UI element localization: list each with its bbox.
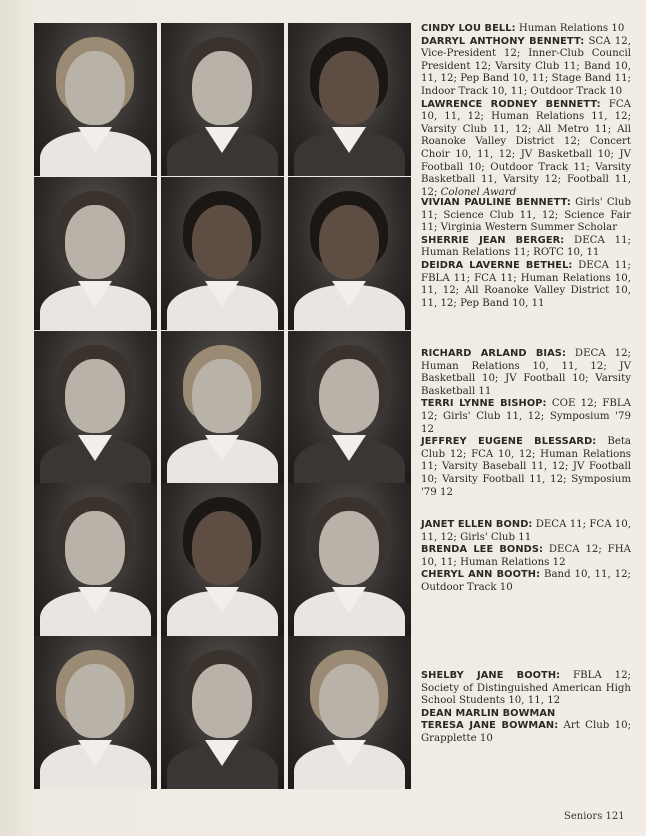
senior-name: BRENDA LEE BONDS:	[421, 544, 544, 556]
caption-entry	[421, 348, 631, 398]
senior-name: LAWRENCE RODNEY BENNETT:	[421, 98, 601, 110]
senior-name: RICHARD ARLAND BIAS:	[421, 348, 566, 359]
portrait-terri-lynne-bishop	[161, 331, 284, 484]
portrait-teresa-jane-bowman	[288, 636, 411, 789]
portrait-jeffrey-eugene-blessard	[288, 331, 411, 484]
portrait-deidra-laverne-bethel	[288, 177, 411, 330]
caption-entry	[421, 708, 631, 721]
senior-activities: FCA 10, 11, 12; Human Relations 11, 12; Varsity Club 11, 12; All Metro 11; All Roanoke Valley District 12; Concert Choir 10, 11, 12; JV Basketball 10; JV Football 10; Outdoor Track 11; Varsity Basketball 11, Varsity 12; Football 11, 12;	[421, 98, 631, 198]
caption-entry	[421, 670, 631, 708]
senior-activities: DECA 11; FBLA 11; FCA 11; Human Relations 10, 11, 12; All Roanoke Valley District 10, 11, 12; Pep Band 10, 11	[421, 259, 631, 309]
senior-activities: DECA 11; FCA 10, 11, 12; Girls' Club 11	[421, 519, 632, 543]
caption-group	[421, 197, 631, 310]
portrait-shelby-jane-booth	[34, 636, 157, 789]
caption-entry	[421, 36, 631, 99]
senior-name: JEFFREY EUGENE BLESSARD:	[421, 436, 597, 448]
caption-entry	[421, 436, 631, 499]
senior-activities: COE 12; FBLA 12; Girls' Club 11, 12; Symposium '79 12	[421, 398, 631, 435]
caption-group	[421, 519, 631, 595]
portrait-vivian-pauline-bennett	[34, 177, 157, 330]
portrait-richard-arland-bias	[34, 331, 157, 484]
senior-name: VIVIAN PAULINE BENNETT:	[421, 197, 571, 208]
caption-group	[421, 23, 631, 199]
senior-name: CINDY LOU BELL:	[421, 23, 516, 34]
caption-entry	[421, 544, 631, 569]
senior-activities: SCA 12, Vice-President 12; Inner-Club Council President 12; Varsity Club 11; Band 10, 11, 12; Pep Band 10, 11; Stage Band 11; Indoor Track 10, 11; Outdoor Track 10	[421, 35, 632, 97]
portrait-cheryl-ann-booth	[288, 483, 411, 636]
portrait-brenda-lee-bonds	[161, 483, 284, 636]
senior-name: DEIDRA LAVERNE BETHEL:	[421, 259, 573, 271]
portrait-sherrie-jean-berger	[161, 177, 284, 330]
caption-entry	[421, 23, 631, 36]
portrait-darryl-anthony-bennett	[161, 23, 284, 176]
portrait-lawrence-rodney-bennett	[288, 23, 411, 176]
caption-entry	[421, 519, 631, 544]
caption-entry	[421, 720, 631, 745]
senior-name: TERESA JANE BOWMAN:	[421, 720, 559, 732]
portrait-janet-ellen-bond	[34, 483, 157, 636]
senior-activities: Beta Club 12; FCA 10, 12; Human Relations 11; Varsity Baseball 11, 12; JV Football 10; Varsity Football 11, 12; Symposium '79 12	[421, 436, 632, 498]
senior-name: SHERRIE JEAN BERGER:	[421, 234, 565, 246]
senior-name: DARRYL ANTHONY BENNETT:	[421, 35, 585, 47]
senior-activities: Human Relations 10	[515, 23, 625, 34]
senior-name: TERRI LYNNE BISHOP:	[421, 398, 547, 410]
caption-entry	[421, 235, 631, 260]
senior-name: CHERYL ANN BOOTH:	[421, 569, 541, 581]
caption-group	[421, 670, 631, 746]
senior-activities: Girls' Club 11; Science Club 11, 12; Science Fair 11; Virginia Western Summer Scholar	[421, 197, 632, 234]
senior-name: SHELBY JANE BOOTH:	[421, 670, 561, 681]
portrait-cindy-lou-bell	[34, 23, 157, 176]
caption-entry	[421, 398, 631, 436]
caption-entry	[421, 260, 631, 310]
portrait-dean-marlin-bowman	[161, 636, 284, 789]
caption-group	[421, 348, 631, 499]
senior-name: DEAN MARLIN BOWMAN	[421, 707, 556, 719]
senior-activities: Art Club 10; Grapplette 10	[421, 720, 632, 744]
senior-activities: FBLA 12; Society of Distinguished American High School Students 10, 11, 12	[421, 670, 631, 707]
senior-activities: Band 10, 11, 12; Outdoor Track 10	[421, 569, 631, 593]
page-footer: Seniors 121	[564, 811, 625, 822]
senior-activities: DECA 12; FHA 10, 11; Human Relations 12	[421, 544, 631, 568]
senior-award: Colonel Award	[440, 186, 517, 198]
senior-name: JANET ELLEN BOND:	[421, 519, 533, 530]
senior-activities: DECA 11; Human Relations 11; ROTC 10, 11	[421, 234, 631, 259]
caption-entry	[421, 197, 631, 235]
senior-activities: DECA 12; Human Relations 10, 11, 12; JV Basketball 10; JV Football 10; Varsity Basketball 11	[421, 348, 631, 397]
caption-entry	[421, 569, 631, 594]
caption-entry	[421, 99, 631, 200]
